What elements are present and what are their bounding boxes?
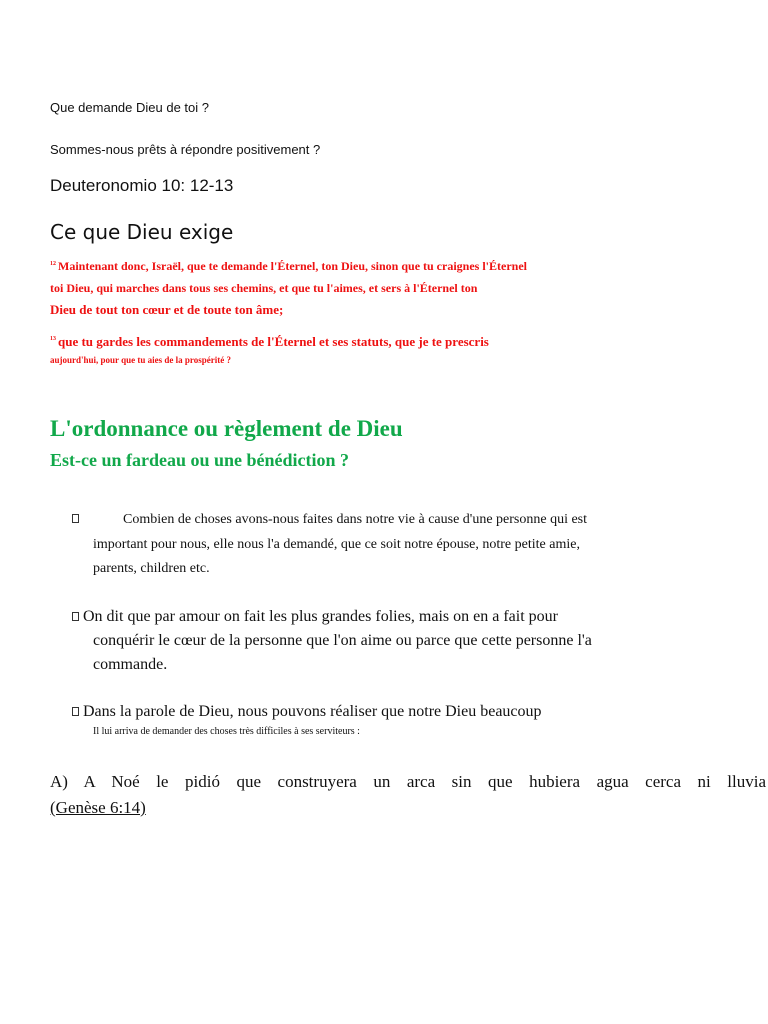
- section-title: L'ordonnance ou règlement de Dieu: [50, 416, 403, 441]
- bullet-2-line-3: commande.: [93, 656, 168, 673]
- question-ready-to-answer: Sommes-nous prêts à répondre positivement ?: [50, 142, 321, 157]
- bullet-square-icon: [72, 707, 79, 716]
- verse-13-line-1: [50, 334, 489, 350]
- verse-12-line-1-text: Maintenant donc, Israël, que te demande l'Éternel, ton Dieu, sinon que tu craignes l'Éternel: [58, 259, 527, 273]
- scripture-reference: Deuteronomio 10: 12-13: [50, 176, 234, 195]
- paragraph-a-text: A) A Noé le pidió que construyera un arca sin que hubiera agua cerca ni lluvia: [50, 772, 766, 791]
- question-what-god-asks: Que demande Dieu de toi ?: [50, 100, 209, 115]
- verse-13-line-2: aujourd'hui, pour que tu aies de la prospérité ?: [50, 355, 231, 365]
- bullet-2-line-1-text: On dit que par amour on fait les plus grandes folies, mais on en a fait pour: [83, 608, 558, 625]
- verse-12-number: 12: [50, 261, 56, 267]
- verse-12-line-3: Dieu de tout ton cœur et de toute ton âme;: [50, 302, 284, 317]
- bullet-1-line-3: parents, children etc.: [93, 561, 210, 576]
- bullet-1-line-1-text: Combien de choses avons-nous faites dans notre vie à cause d'une personne qui est: [123, 512, 588, 527]
- verse-12-line-1: [50, 259, 527, 274]
- verse-13-line-1-text: que tu gardes les commandements de l'Éternel et ses statuts, que je te prescris: [58, 334, 489, 349]
- paragraph-a: [50, 772, 766, 792]
- bullet-3-line-2: Il lui arriva de demander des choses très difficiles à ses serviteurs :: [93, 726, 360, 737]
- bullet-1-line-2: important pour nous, elle nous l'a demandé, que ce soit notre épouse, notre petite amie,: [93, 537, 580, 552]
- heading-what-god-requires: Ce que Dieu exige: [50, 220, 234, 244]
- section-subtitle: Est-ce un fardeau ou une bénédiction ?: [50, 450, 350, 470]
- bullet-square-icon: [72, 612, 79, 621]
- bullet-square-icon: [72, 514, 79, 523]
- verse-13-number: 13: [50, 336, 56, 342]
- paragraph-a-reference: (Genèse 6:14): [50, 798, 146, 817]
- bullet-2-line-1: [72, 608, 558, 626]
- bullet-3-line-1-text: Dans la parole de Dieu, nous pouvons réaliser que notre Dieu beaucoup: [83, 703, 542, 720]
- verse-12-line-2: toi Dieu, qui marches dans tous ses chemins, et que tu l'aimes, et sers à l'Éternel ton: [50, 281, 478, 295]
- bullet-3-line-1: [72, 703, 542, 721]
- bullet-2-line-2: conquérir le cœur de la personne que l'on aime ou parce que cette personne l'a: [93, 632, 592, 649]
- bullet-1-line-1: [72, 512, 587, 528]
